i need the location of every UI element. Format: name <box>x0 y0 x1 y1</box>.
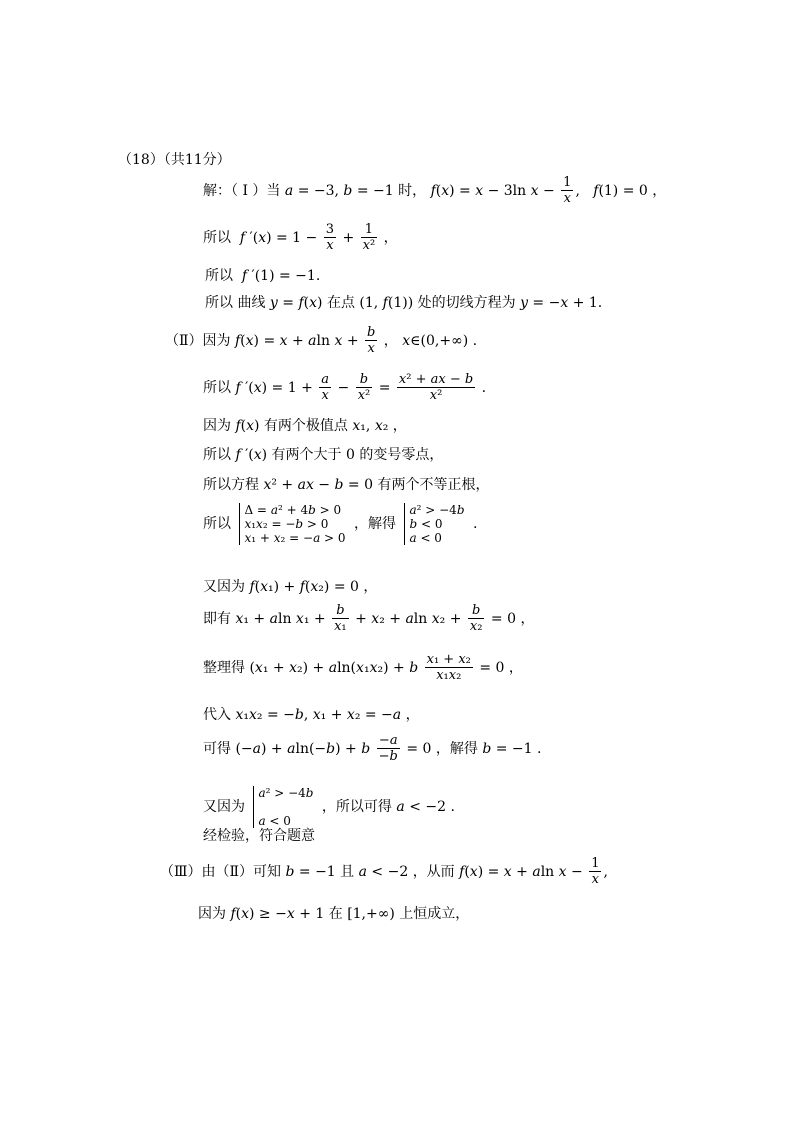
math-line-content: 代入 x₁x₂ = −b, x₁ + x₂ = −a ， <box>203 707 420 723</box>
solution-line <box>165 325 477 356</box>
solution-line <box>203 175 666 206</box>
solution-line <box>203 603 534 634</box>
solution-line <box>203 372 486 403</box>
math-line-content: 经检验，符合题意 <box>203 828 315 844</box>
math-line-content: 整理得 (x₁ + x₂) + aln(x₁x₂) + b $\frac{\text{x₁ + x₂}}{\text{x₁x₂}}$ = 0 ， <box>203 652 523 683</box>
problem-header: （18）（共11分） <box>118 152 231 168</box>
solution-line <box>160 856 608 887</box>
math-line-content: 可得 (−a) + aln(−b) + b $\frac{-a}{-b}$ = 0 ，解得 b = −1 . <box>203 733 542 764</box>
math-line-content: 所以方程 x² + ax − b = 0 有两个不等正根， <box>203 477 490 493</box>
solution-line <box>203 579 377 595</box>
solution-line <box>203 707 420 723</box>
math-line-content: 又因为 a² > −4b a < 0 ，所以可得 a < −2 . <box>203 786 455 828</box>
math-line-content: 所以 Δ = a² + 4b > 0 x₁x₂ = −b > 0 x₁ + x₂ = −a > 0 ，解得 a² > −4b b < 0 a < 0 . <box>203 503 478 545</box>
math-line-content: （Ⅲ）由（Ⅱ）可知 b = −1 且 a < −2 ，从而 f(x) = x + aln x − $\frac{1}{x}$ , <box>160 856 608 887</box>
solution-line <box>198 906 469 922</box>
math-line-content: 又因为 f(x₁) + f(x₂) = 0 ， <box>203 579 378 595</box>
math-line-content: 即有 x₁ + aln x₁ + $\frac{b}{\text{x₁}}$ + x₂ + aln x₂ + $\frac{b}{\text{x₂}}$ = 0 ， <box>203 603 535 634</box>
math-line-content: 所以 f ′(1) = −1. <box>205 268 321 284</box>
solution-line <box>203 222 398 253</box>
math-line-content: 因为 f(x) ≥ −x + 1 在 [1,+∞) 上恒成立， <box>198 906 470 922</box>
solution-line <box>203 477 489 493</box>
solution-line <box>203 418 407 434</box>
solution-line <box>203 786 455 828</box>
solution-line <box>203 652 523 683</box>
math-line-content: （Ⅱ）因为 f(x) = x + aln x + $\frac{b}{x}$ ， x∈(0,+∞) . <box>165 325 478 356</box>
math-line-content: 所以 f ′(x) 有两个大于 0 的变号零点， <box>203 447 444 463</box>
solution-line <box>205 268 320 284</box>
math-line-content: 解：（ Ⅰ ）当 a = −3, b = −1 时， f(x) = x − 3ln x − $\frac{1}{x}$ , f(1) = 0 ， <box>203 175 667 206</box>
math-line-content: 所以 f ′(x) = 1 − $\frac{3}{x}$ + $\frac{1}{\text{x²}}$ ， <box>203 222 398 253</box>
math-line-content: 所以 曲线 y = f(x) 在点 (1, f(1)) 处的切线方程为 y = −x + 1. <box>205 295 603 311</box>
solution-line <box>203 503 477 545</box>
math-line-content: 因为 f(x) 有两个极值点 x₁, x₂ ， <box>203 418 407 434</box>
solution-line <box>203 733 541 764</box>
solution-line <box>205 295 602 311</box>
math-line-content: 所以 f ′(x) = 1 + $\frac{a}{x}$ − $\frac{b}{\text{x²}}$ = $\frac{\text{x² + ax − b}}{\text{x²}}$ . <box>203 372 487 403</box>
solution-line <box>203 447 443 463</box>
solution-line <box>203 828 315 844</box>
